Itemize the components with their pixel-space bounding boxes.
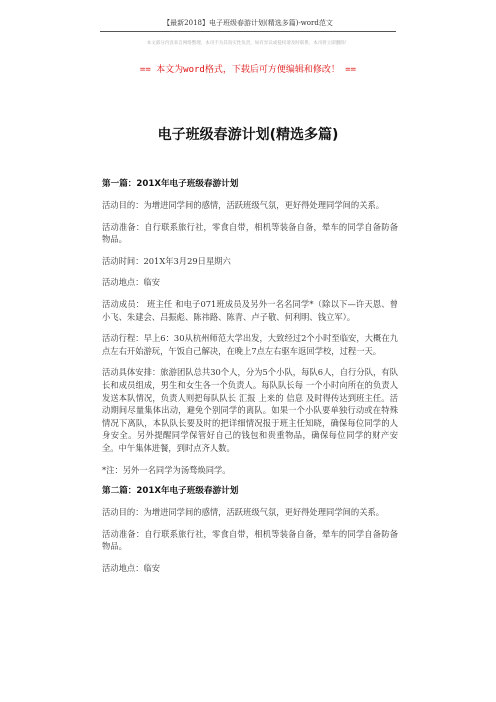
section-1-preparation: 活动准备：自行联系旅行社，零食自带，相机等装备自备，晕车的同学自备防备物品。 — [102, 221, 398, 245]
header-rule — [100, 31, 396, 32]
format-notice: == 本文为word格式，下载后可方便编辑和修改！ == — [139, 65, 357, 75]
section-2-heading: 第二篇：201X年电子班级春游计划 — [102, 486, 239, 497]
section-1-arrangement: 活动具体安排：旅游团队总共30个人，分为5个小队，每队6人，自行分队，有队长和成员组成，男生和女生各一个负责人。每队队长每 一个小时向所在的负责人发送本队情况，负责人则把每队队长 汇报 上来的 信息 及时得传达到班主任。活动期间尽量集体出动，避免个别同学的离队。如果一个小队要单独行动或在特殊情况下离队，本队队长要及时的把详细情况报于班主任知晓，确保每位同学的人身安全。另外提醒同学保管好自己的钱包和贵重物品，确保每位同学的财产安全。中午集体进餐，到时点齐人数。 — [102, 367, 398, 453]
header-title: 【最新2018】电子班级春游计划(精选多篇)-word范文 — [163, 19, 333, 27]
section-2-purpose: 活动目的：为增进同学间的感情，活跃班级气氛，更好得处理同学间的关系。 — [102, 507, 385, 518]
section-2-preparation: 活动准备：自行联系旅行社，零食自带，相机等装备自备，晕车的同学自备防备物品。 — [102, 528, 398, 552]
section-1-schedule: 活动行程：早上6：30从杭州师范大学出发，大致经过2个小时至临安，大概在九点左右开始游玩，午饭自己解决，在晚上7点左右驱车返回学校，过程一天。 — [102, 333, 398, 356]
section-1-time: 活动时间：201X年3月29日星期六 — [102, 255, 231, 266]
section-1-heading: 第一篇：201X年电子班级春游计划 — [102, 179, 239, 189]
section-1-purpose: 活动目的：为增进同学间的感情，活跃班级气氛，更好得处理同学间的关系。 — [102, 200, 385, 210]
section-1-members: 活动成员： 班主任 和电子071班成员及另外一名名同学*（除以下—许天恩、曾小飞、朱建会、吕振彪、陈祎路、陈青、卢子敬、何利明、钱立军）。 — [102, 298, 398, 322]
header-disclaimer: 本文部分内容来自网络整理，本司不为其真实性负责，如有异议或侵权请及时联系，本司将立即删除！ — [146, 41, 350, 46]
section-1-place: 活动地点：临安 — [102, 277, 161, 288]
document-title: 电子班级春游计划(精选多篇) — [157, 127, 339, 143]
section-2-place: 活动地点：临安 — [102, 562, 161, 573]
document-body — [102, 178, 398, 583]
section-1-footnote: *注：另外一名同学为汤骛焕同学。 — [102, 464, 231, 475]
